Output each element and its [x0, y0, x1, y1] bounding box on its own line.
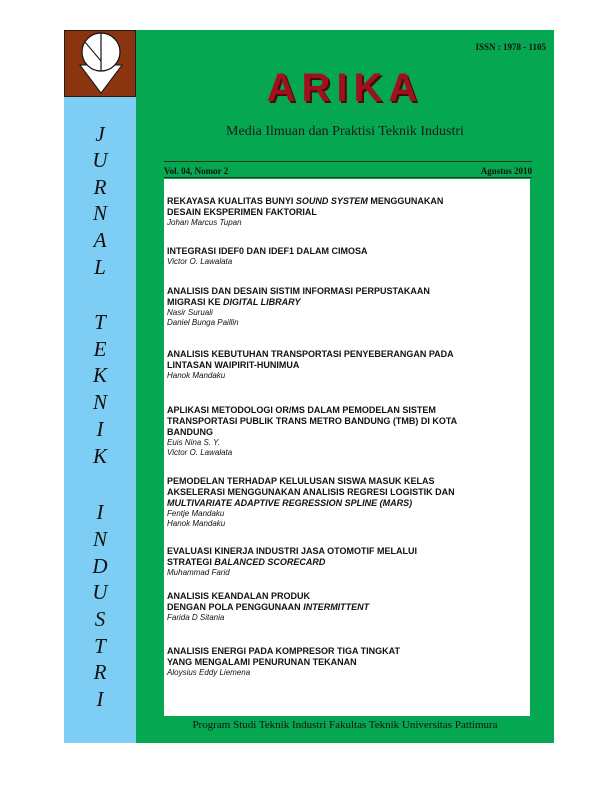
article-title-text: YANG MENGALAMI PENURUNAN TEKANAN — [167, 657, 357, 667]
article-title-text: MENGGUNAKAN — [367, 196, 444, 206]
article-title-text: DESAIN EKSPERIMEN FAKTORIAL — [167, 207, 317, 217]
article-title-italic: MULTIVARIATE ADAPTIVE REGRESSION SPLINE (MARS) — [167, 498, 413, 508]
article-entry — [167, 591, 527, 623]
sidebar-letter: T — [94, 634, 106, 658]
sidebar-letter: K — [92, 363, 107, 387]
article-title-italic: DIGITAL LIBRARY — [223, 297, 301, 307]
article-title-line — [167, 427, 527, 438]
article-title-line — [167, 602, 527, 613]
article-title-line — [167, 405, 527, 416]
article-title-line — [167, 207, 527, 218]
sidebar-letter: T — [94, 310, 106, 334]
sidebar-letter: E — [93, 337, 107, 361]
article-title-text: ANALISIS KEANDALAN PRODUK — [167, 591, 311, 601]
article-title-line — [167, 196, 527, 207]
article-title-text: STRATEGI — [167, 557, 215, 567]
article-entry — [167, 246, 527, 267]
journal-title: ARIKA — [266, 66, 424, 110]
sidebar-letter: U — [92, 148, 108, 172]
article-entry — [167, 546, 527, 578]
article-title-line — [167, 498, 527, 509]
article-title-line — [167, 476, 527, 487]
sidebar-letter: U — [92, 580, 108, 604]
article-entry — [167, 349, 527, 381]
article-title-text: INTEGRASI IDEF0 DAN IDEF1 DALAM CIMOSA — [167, 246, 368, 256]
article-author: Hanok Mandaku — [167, 371, 226, 380]
article-title-line — [167, 557, 527, 568]
article-author: Euis Nina S. Y. — [167, 438, 220, 447]
article-title-line — [167, 297, 527, 308]
sidebar-letter: R — [93, 660, 107, 684]
article-author: Fentje Mandaku — [167, 509, 225, 518]
article-author: Aloysius Eddy Liemena — [167, 668, 251, 677]
article-author: Daniel Bunga Paillin — [167, 318, 239, 327]
sidebar-letter: N — [92, 527, 107, 551]
article-title-line — [167, 286, 527, 297]
sidebar-letter: I — [96, 500, 104, 524]
sidebar-letter: I — [96, 417, 104, 441]
sidebar-letter: I — [96, 687, 104, 711]
article-entry — [167, 286, 527, 328]
sidebar-letter: S — [94, 607, 106, 631]
article-author: Victor O. Lawalata — [167, 257, 233, 266]
article-title-text: PEMODELAN TERHADAP KELULUSAN SISWA MASUK KELAS — [167, 476, 435, 486]
sidebar-letter: J — [95, 122, 105, 146]
article-title-line — [167, 246, 527, 257]
article-title-text: BANDUNG — [167, 427, 213, 437]
article-author: Victor O. Lawalata — [167, 448, 233, 457]
article-title-line — [167, 416, 527, 427]
sidebar-letter: L — [94, 255, 106, 279]
issue-line — [164, 166, 532, 176]
sidebar-letter: D — [92, 554, 108, 578]
article-title-line — [167, 546, 527, 557]
article-author: Muhammad Farid — [167, 568, 230, 577]
article-title-text: TRANSPORTASI PUBLIK TRANS METRO BANDUNG (TMB) DI KOTA — [167, 416, 458, 426]
sidebar-letter: R — [93, 175, 107, 199]
article-author: Nasir Suruali — [167, 308, 213, 317]
article-entry — [167, 476, 527, 529]
article-title-italic: SOUND SYSTEM — [295, 196, 368, 206]
article-entry — [167, 196, 527, 228]
article-title-line — [167, 349, 527, 360]
divider-bottom — [164, 177, 532, 178]
article-title-text: ANALISIS KEBUTUHAN TRANSPORTASI PENYEBERANGAN PADA — [167, 349, 454, 359]
publisher-footer: Program Studi Teknik Industri Fakultas Teknik Universitas Pattimura — [192, 719, 498, 731]
article-author: Johan Marcus Tupan — [167, 218, 242, 227]
article-title-text: DENGAN POLA PENGGUNAAN — [167, 602, 304, 612]
table-of-contents — [164, 179, 530, 716]
article-title-line — [167, 591, 527, 602]
article-title-text: ANALISIS ENERGI PADA KOMPRESOR TIGA TINGKAT — [167, 646, 401, 656]
volume-label: Vol. 04, Nomor 2 — [164, 166, 229, 176]
article-title-text: ANALISIS DAN DESAIN SISTIM INFORMASI PERPUSTAKAAN — [167, 286, 430, 296]
article-title-line — [167, 360, 527, 371]
article-title-text: REKAYASA KUALITAS BUNYI — [167, 196, 296, 206]
article-title-line — [167, 646, 527, 657]
article-title-text: AKSELERASI MENGGUNAKAN ANALISIS REGRESI LOGISTIK DAN — [167, 487, 455, 497]
article-title-text: MIGRASI KE — [167, 297, 224, 307]
article-title-line — [167, 657, 527, 668]
article-title-italic: INTERMITTENT — [303, 602, 370, 612]
issn-label: ISSN : 1978 - 1105 — [475, 42, 546, 52]
journal-logo — [64, 30, 136, 97]
sidebar-letter: N — [92, 201, 107, 225]
article-title-text: APLIKASI METODOLOGI OR/MS DALAM PEMODELAN SISTEM — [167, 405, 436, 415]
article-title-text: EVALUASI KINERJA INDUSTRI JASA OTOMOTIF MELALUI — [167, 546, 418, 556]
article-entry — [167, 405, 527, 458]
issue-date: Agustus 2010 — [480, 166, 532, 176]
sidebar-letter: A — [93, 228, 107, 252]
article-title-text: LINTASAN WAIPIRIT-HUNIMUA — [167, 360, 300, 370]
article-author: Hanok Mandaku — [167, 519, 226, 528]
article-title-italic: BALANCED SCORECARD — [214, 557, 326, 567]
logo-emblem-icon — [65, 31, 137, 98]
article-entry — [167, 646, 527, 678]
article-author: Farida D Sitania — [167, 613, 225, 622]
sidebar-letter: N — [92, 390, 107, 414]
divider-top — [164, 161, 532, 162]
article-title-line — [167, 487, 527, 498]
sidebar-letter: K — [92, 444, 107, 468]
journal-subtitle: Media Ilmuan dan Praktisi Teknik Industri — [226, 124, 464, 139]
